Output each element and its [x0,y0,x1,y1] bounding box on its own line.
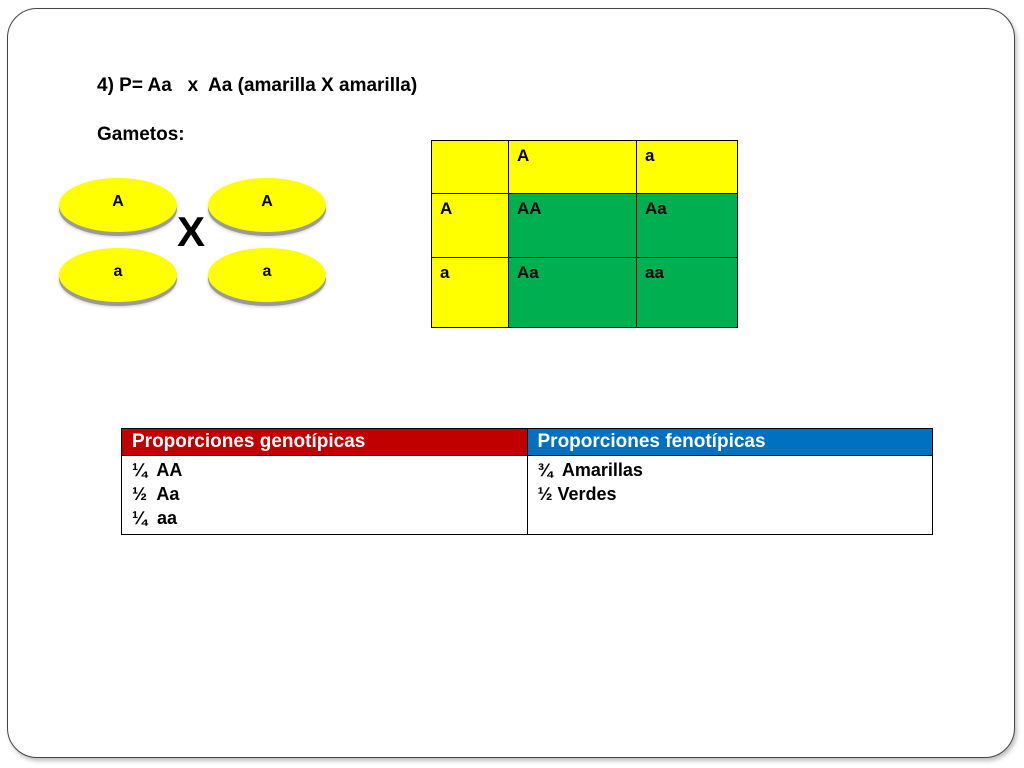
genotypic-list [122,456,528,535]
gamete-right-recessive: a [208,248,326,302]
slide-frame [7,8,1015,758]
punnett-square [431,140,738,328]
punnett-cell: Aa [637,194,738,258]
punnett-col-header: A [509,141,637,194]
genotypic-header: Proporciones genotípicas [122,429,528,456]
genotypic-item: ½ Aa [132,484,180,504]
punnett-cell: Aa [509,258,637,328]
cross-symbol: X [177,208,206,255]
gamete-right-dominant: A [208,178,326,232]
genotypic-item: ¼ AA [132,460,183,480]
punnett-col-header: a [637,141,738,194]
phenotypic-list [527,456,933,535]
genotypic-item: ¼ aa [132,508,178,528]
punnett-corner [432,141,509,194]
punnett-cell: AA [509,194,637,258]
gametes-label: Gametos: [97,124,185,145]
phenotypic-header: Proporciones fenotípicas [527,429,933,456]
phenotypic-item: ¾ Amarillas [537,460,643,480]
gamete-left-recessive: a [59,248,177,302]
proportions-table [121,428,933,535]
gamete-left-dominant: A [59,178,177,232]
punnett-cell: aa [637,258,738,328]
page-title: 4) P= Aa x Aa (amarilla X amarilla) [97,75,418,96]
punnett-row-header: a [432,258,509,328]
punnett-row-header: A [432,194,509,258]
phenotypic-item: ½ Verdes [537,484,617,504]
